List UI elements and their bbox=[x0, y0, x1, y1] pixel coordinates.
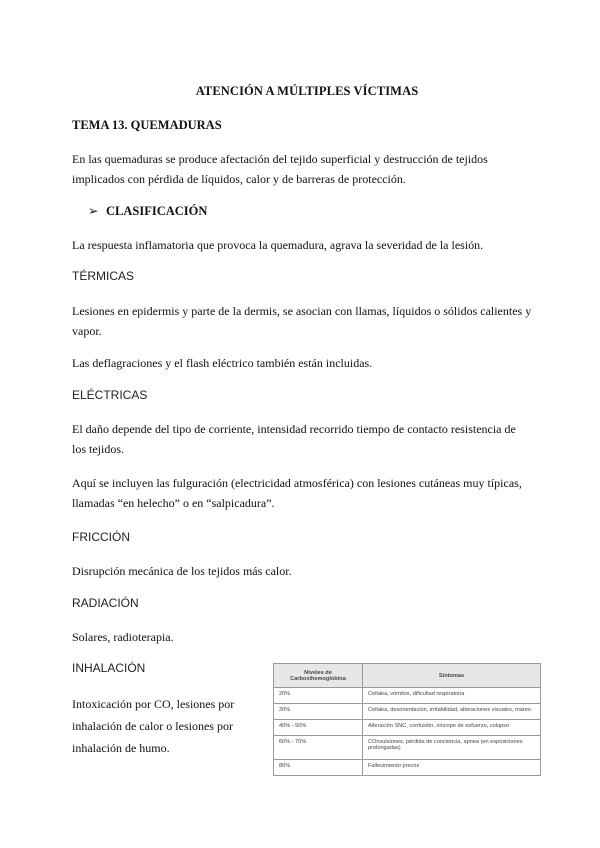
table-header-symptoms: Síntomas bbox=[363, 664, 541, 688]
inhalacion-paragraph: Intoxicación por CO, lesiones por inhalación de calor o lesiones por inhalación de humo. bbox=[72, 697, 235, 755]
termicas-heading: TÉRMICAS bbox=[72, 269, 135, 283]
section-title: CLASIFICACIÓN bbox=[106, 204, 208, 218]
table-cell-level: 30% bbox=[274, 704, 363, 720]
table-header-row bbox=[274, 664, 541, 688]
table-cell-symptoms: Fallecimiento precoz bbox=[363, 760, 541, 776]
section-intro-paragraph: La respuesta inflamatoria que provoca la quemadura, agrava la severidad de la lesión. bbox=[72, 238, 484, 252]
table-row bbox=[274, 688, 541, 704]
table-row bbox=[274, 736, 541, 760]
electricas-paragraph-1: El daño depende del tipo de corriente, intensidad recorrido tiempo de contacto resistencia de los tejidos. bbox=[72, 422, 516, 456]
table-cell-level: 40% - 50% bbox=[274, 720, 363, 736]
table-cell-symptoms: COnvulsiones, pérdida de conciencia, apnea (en exposiciones prolongadas) bbox=[363, 736, 541, 760]
intro-paragraph: En las quemaduras se produce afectación del tejido superficial y destrucción de tejidos implicados con pérdida de líquidos, calor y de barreras de protección. bbox=[72, 152, 488, 186]
table-cell-level: 20% bbox=[274, 688, 363, 704]
electricas-paragraph-2: Aquí se incluyen las fulguración (electricidad atmosférica) con lesiones cutáneas muy típicas, llamadas “en helecho” o en “salpicadura”. bbox=[72, 476, 522, 510]
table-row bbox=[274, 704, 541, 720]
document-title: ATENCIÓN A MÚLTIPLES VÍCTIMAS bbox=[195, 84, 419, 98]
table-cell-level: 60% - 70% bbox=[274, 736, 363, 760]
table-cell-symptoms: Cefalea, desorientación, irritabilidad, alteraciones visuales, mareo bbox=[363, 704, 541, 720]
table-row bbox=[274, 720, 541, 736]
table-cell-symptoms: Cefalea, vómitos, dificultad respiratoria bbox=[363, 688, 541, 704]
termicas-paragraph-1: Lesiones en epidermis y parte de la dermis, se asocian con llamas, líquidos o sólidos calientes y vapor. bbox=[72, 304, 532, 338]
radiacion-heading: RADIACIÓN bbox=[72, 596, 139, 610]
table-cell-level: 80% bbox=[274, 760, 363, 776]
table-cell-symptoms: Alteración SNC, confusión, síncope de esfuerzo, colapso bbox=[363, 720, 541, 736]
inhalacion-heading: INHALACIÓN bbox=[72, 661, 146, 675]
section-heading bbox=[88, 203, 207, 219]
topic-heading: TEMA 13. QUEMADURAS bbox=[72, 118, 222, 132]
table-header-levels: Niveles de Carboxihemoglobina bbox=[274, 664, 363, 688]
electricas-heading: ELÉCTRICAS bbox=[72, 388, 148, 402]
radiacion-paragraph: Solares, radioterapia. bbox=[72, 630, 174, 644]
arrow-bullet-icon: ➢ bbox=[88, 204, 99, 218]
carboxyhemoglobin-table bbox=[273, 663, 541, 776]
table-row bbox=[274, 760, 541, 776]
friccion-paragraph: Disrupción mecánica de los tejidos más calor. bbox=[72, 564, 292, 578]
termicas-paragraph-2: Las deflagraciones y el flash eléctrico también están incluidas. bbox=[72, 356, 373, 370]
friccion-heading: FRICCIÓN bbox=[72, 530, 130, 544]
